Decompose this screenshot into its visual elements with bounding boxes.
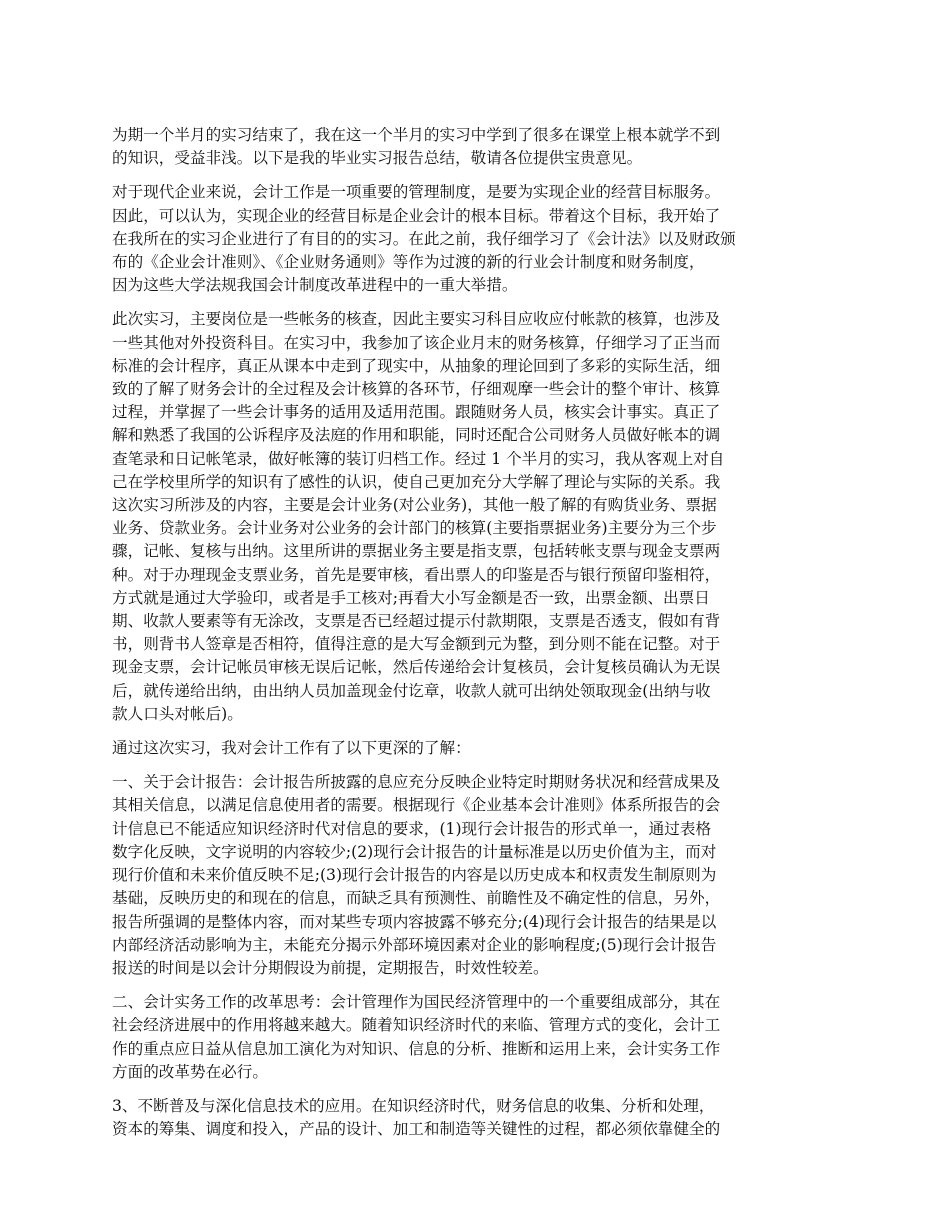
paragraph-information-technology: 3、不断普及与深化信息技术的应用。在知识经济时代，财务信息的收集、分析和处理， 资本的筹集、调度和投入，产品的设计、加工和制造等关键性的过程，都必须依靠健全的 bbox=[112, 1096, 721, 1139]
paragraph-intro: 为期一个半月的实习结束了，我在这一个半月的实习中学到了很多在课堂上根本就学不到 的知识，受益非浅。以下是我的毕业实习报告总结，敬请各位提供宝贵意见。 bbox=[112, 126, 721, 168]
paragraph-internship-details: 此次实习，主要岗位是一些帐务的核查，因此主要实习科目应收应付帐款的核算，也涉及 一些其他对外投资科目。在实习中，我参加了该企业月末的财务核算，仔细学习了正当而 标准的会计程序，真正从课本中走到了现实中，从抽象的理论回到了多彩的实际生活，细 致的了解了财务会计的全过程及会计核算的各环节，仔细观摩一些会计的整个审计、核算 过程，并掌握了一些会计事务的适用及适用范围。跟随财务人员，核实会计事实。真正了 解和熟悉了我国的公诉程序及法庭的作用和职能，同时还配合公司财务人员做好帐本的调 查笔录和日记帐笔录，做好帐簿的装订归档工作。经过 1 个半月的实习，我从客观上对自 己在学校里所学的知识有了感性的认识，使自己更加充分大学解了理论与实际的关系。我 这次实习所涉及的内容，主要是会计业务(对公业务)，其他一般了解的有购货业务、票据 业务、贷款业务。会计业务对公业务的会计部门的核算(主要指票据业务)主要分为三个步 骤，记帐、复核与出纳。这里所讲的票据业务主要是指支票，包括转帐支票与现金支票两 种。对于办理现金支票业务，首先是要审核，看出票人的印鉴是否与银行预留印鉴相符， 方式就是通过大学验印，或者是手工核对;再看大小写金额是否一致，出票金额、出票日 期、收款人要素等有无涂改，支票是否已经超过提示付款期限，支票是否透支，假如有背 书，则背书人签章是否相符，值得注意的是大写金额到元为整，到分则不能在记整。对于 现金支票，会计记帐员审核无误后记帐，然后传递给会计复核员，会计复核员确认为无误 后，就传递给出纳，由出纳人员加盖现金付讫章，收款人就可出纳处领取现金(出纳与收 款人口头对帐后)。 bbox=[112, 310, 725, 723]
document-page bbox=[112, 124, 842, 1141]
paragraph-understanding-lead: 通过这次实习，我对会计工作有了以下更深的了解： bbox=[112, 739, 471, 758]
paragraph-accounting-goal: 对于现代企业来说，会计工作是一项重要的管理制度，是要为实现企业的经营目标服务。 因此，可以认为，实现企业的经营目标是企业会计的根本目标。带着这个目标，我开始了 在我所在的实习企业进行了有目的的实习。在此之前，我仔细学习了《会计法》以及财政颁 布的《企业会计准则》、《企业财务通则》等作为过渡的新的行业会计制度和财务制度， 因为这些大学法规我国会计制度改革进程中的一重大举措。 bbox=[112, 183, 736, 295]
paragraph-reform-thoughts: 二、会计实务工作的改革思考：会计管理作为国民经济管理中的一个重要组成部分，其在 社会经济进展中的作用将越来越大。随着知识经济时代的来临、管理方式的变化，会计工 作的重点应日益从信息加工演化为对知识、信息的分析、推断和运用上来，会计实务工作 方面的改革势在必行。 bbox=[112, 993, 721, 1081]
paragraph-accounting-report: 一、关于会计报告：会计报告所披露的息应充分反映企业特定时期财务状况和经营成果及 其相关信息，以满足信息使用者的需要。根据现行《企业基本会计准则》体系所报告的会 计信息已不能适应知识经济时代对信息的要求，(1)现行会计报告的形式单一，通过表格 数字化反映，文字说明的内容较少;(2)现行会计报告的计量标准是以历史价值为主，而对 现行价值和未来价值反映不足;(3)现行会计报告的内容是以历史成本和权责发生制原则为 基础，反映历史的和现在的信息，而缺乏具有预测性、前瞻性及不确定性的信息，另外， 报告所强调的是整体内容，而对某些专项内容披露不够充分;(4)现行会计报告的结果是以 内部经济活动影响为主，未能充分揭示外部环境因素对企业的影响程度;(5)现行会计报告 报送的时间是以会计分期假设为前提，定期报告，时效性较差。 bbox=[112, 773, 721, 977]
